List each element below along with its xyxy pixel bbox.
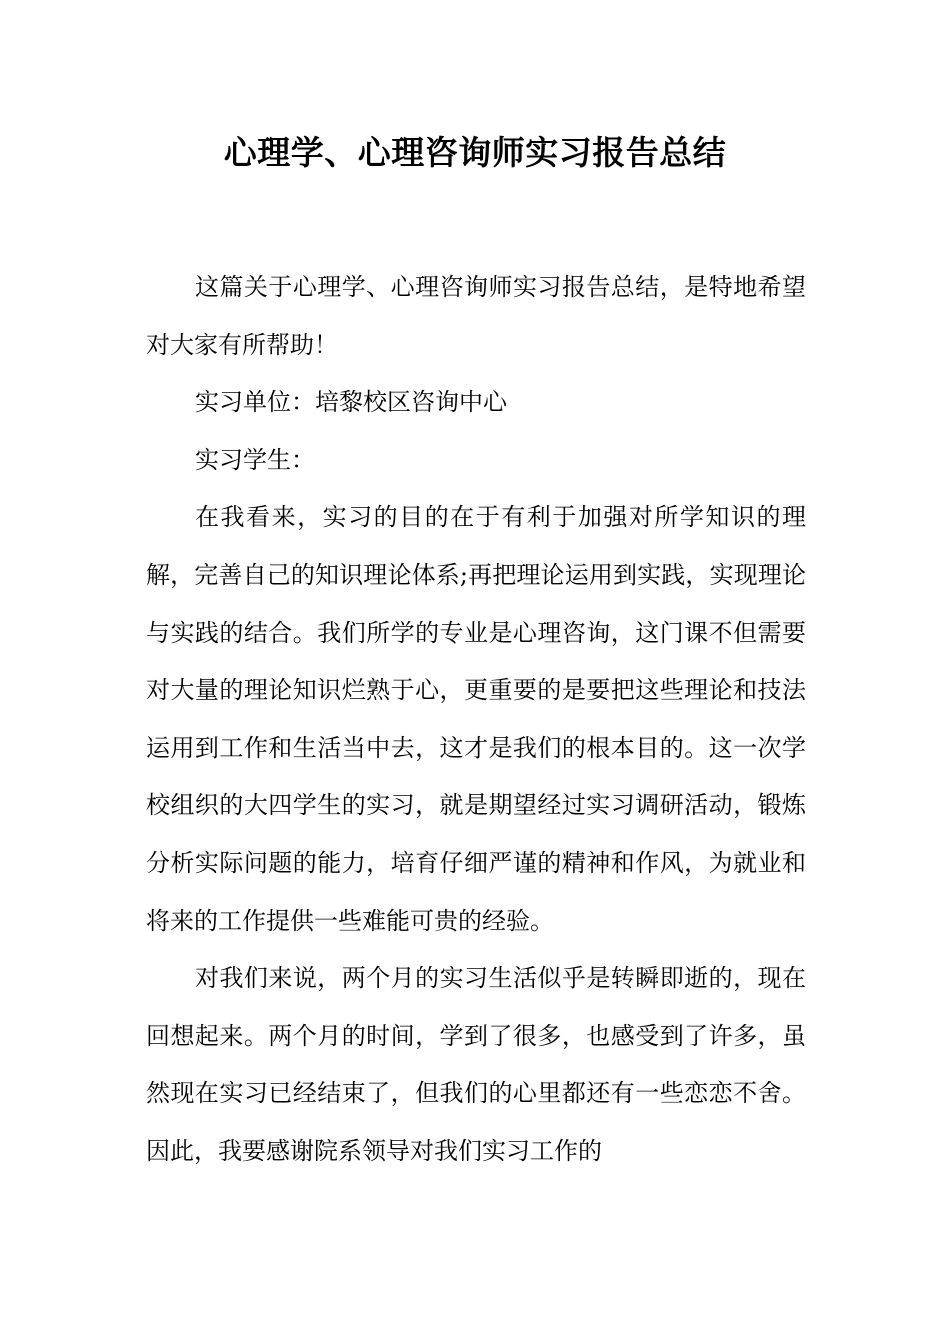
paragraph-purpose: 在我看来，实习的目的在于有利于加强对所学知识的理解，完善自己的知识理论体系;再把理论运用到实践，实现理论与实践的结合。我们所学的专业是心理咨询，这门课不但需要对大量的理论知识烂熟于心，更重要的是要把这些理论和技法运用到工作和生活当中去，这才是我们的根本目的。这一次学校组织的大四学生的实习，就是期望经过实习调研活动，锻炼分析实际问题的能力，培育仔细严谨的精神和作风，为就业和将来的工作提供一些难能可贵的经验。 [146, 503, 806, 935]
paragraph-intern-student: 实习学生： [195, 445, 315, 474]
document-body [146, 259, 806, 1181]
paragraph-internship-unit: 实习单位：培黎校区咨询中心 [195, 388, 507, 417]
paragraph-intro: 这篇关于心理学、心理咨询师实习报告总结，是特地希望对大家有所帮助！ [146, 273, 806, 359]
page-title: 心理学、心理咨询师实习报告总结 [223, 133, 727, 172]
paragraph-reflection: 对我们来说，两个月的实习生活似乎是转瞬即逝的，现在回想起来。两个月的时间，学到了很多，也感受到了许多，虽然现在实习已经结束了，但我们的心里都还有一些恋恋不舍。因此，我要感谢院系领导对我们实习工作的 [146, 964, 806, 1165]
